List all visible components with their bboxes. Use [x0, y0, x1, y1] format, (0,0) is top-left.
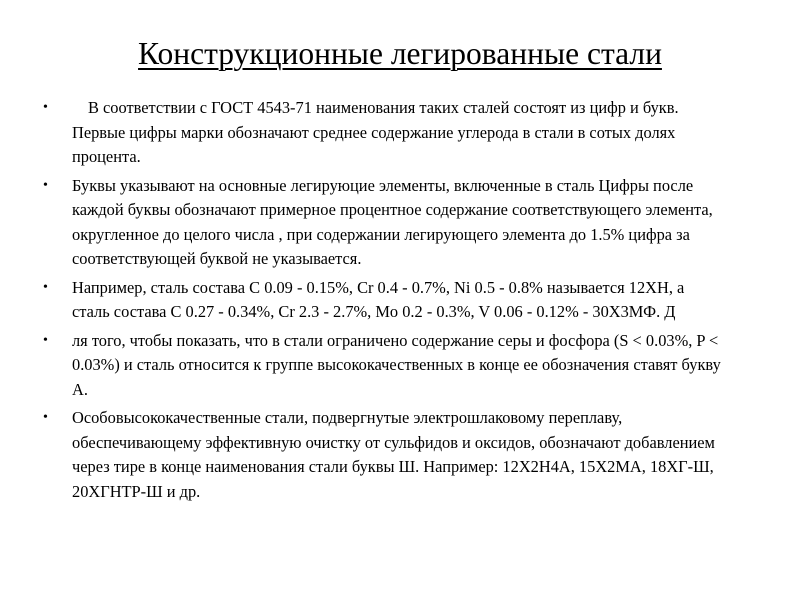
bullet-text-electroslag: Особовысококачественные стали, подвергнутые электрошлаковому переплаву, обеспечивающему эффективную очистку от сульфидов и оксидов, обозначают добавлением через тире в конце наименования стали буквы Ш. Например: 12Х2Н4А, 15Х2МА, 18ХГ-Ш, 20ХГНТР-Ш и др.: [72, 408, 715, 501]
bullet-text-gost: В соответствии с ГОСТ 4543-71 наименования таких сталей состоят из цифр и букв. Первые цифры марки обозначают среднее содержание углерода в стали в сотых долях процента.: [72, 98, 679, 166]
bullet-text-sulfur-phosphorus: ля того, чтобы показать, что в стали ограничено содержание серы и фосфора (S < 0.03%, P < 0.03%) и сталь относится к группе высококачественных в конце ее обозначения ставят букву А.: [72, 330, 721, 399]
bullet-item-example: [40, 276, 722, 325]
bullet-dot-icon: •: [43, 410, 48, 425]
bullet-list: [40, 96, 722, 508]
bullet-item-sulfur-phosphorus: [40, 329, 722, 403]
bullet-text-letters: Буквы указывают на основные легируюцие элементы, включенные в сталь Цифры после каждой буквы обозначают примерное процентное содержание соответствующего элемента, округленное до целого числа , при содержании легирующего элемента до 1.5% цифра за соответствующей буквой не указывается.: [72, 175, 713, 268]
bullet-dot-icon: •: [43, 177, 48, 193]
bullet-text-example: Например, сталь состава С 0.09 - 0.15%, Cr 0.4 - 0.7%, Ni 0.5 - 0.8% называется 12ХН, а сталь состава С 0.27 - 0.34%, Cr 2.3 - 2.7%, Mo 0.2 - 0.3%, V 0.06 - 0.12% - 30Х3МФ. Д: [72, 277, 685, 321]
bullet-item-electroslag: [40, 406, 722, 504]
bullet-item-gost: [40, 96, 722, 170]
bullet-dot-icon: •: [43, 279, 48, 295]
bullet-dot-icon: •: [43, 332, 48, 348]
slide-title: Конструкционные легированные стали: [138, 36, 662, 71]
bullet-item-letters: [40, 174, 722, 272]
bullet-dot-icon: •: [43, 100, 48, 115]
